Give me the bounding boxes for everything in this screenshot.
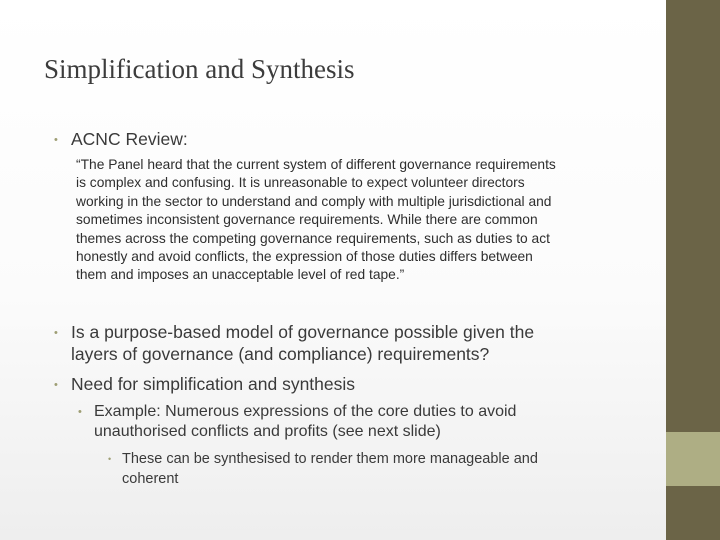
sub-bullet-example [78, 402, 658, 442]
bullet-text-line: These can be synthesised to render them more manageable and [122, 451, 538, 467]
quote-line: “The Panel heard that the current system of different governance requirements [76, 157, 556, 172]
bullet-text-line: layers of governance (and compliance) requirements? [71, 344, 490, 364]
sidebar-accent-band [666, 432, 720, 486]
bullet-purpose-based-model [54, 321, 654, 365]
bullet-text-line: Example: Numerous expressions of the core duties to avoid [94, 403, 517, 420]
quote-line: sometimes inconsistent governance requirements. While there are common [76, 212, 538, 228]
slide-title: Simplification and Synthesis [44, 54, 355, 84]
bullet-text-line: Is a purpose-based model of governance possible given the [71, 322, 535, 342]
bullet-icon: • [54, 134, 58, 146]
quote-block [76, 156, 636, 285]
bullet-need-for-simplification [54, 373, 654, 395]
bullet-text-line: coherent [122, 471, 179, 487]
bullet-text: Need for simplification and synthesis [71, 374, 356, 394]
quote-line: them and imposes an unacceptable level of red tape.” [76, 267, 405, 283]
bullet-icon: • [54, 379, 58, 391]
sub-sub-bullet-synthesised [108, 449, 658, 489]
bullet-text: ACNC Review: [71, 129, 188, 149]
bullet-icon: • [54, 327, 58, 339]
quote-line: is complex and confusing. It is unreasonable to expect volunteer directors [76, 175, 525, 191]
quote-line: working in the sector to understand and comply with multiple jurisdictional and [76, 193, 552, 209]
bullet-text-line: unauthorised conflicts and profits (see next slide) [94, 423, 441, 440]
bullet-icon: • [108, 454, 112, 464]
bullet-acnc-review [54, 128, 654, 150]
bullet-icon: • [78, 406, 82, 418]
quote-line: honestly and avoid conflicts, the expression of those duties differs between [76, 249, 533, 265]
quote-line: themes across the competing governance requirements, such as duties to act [76, 230, 550, 246]
